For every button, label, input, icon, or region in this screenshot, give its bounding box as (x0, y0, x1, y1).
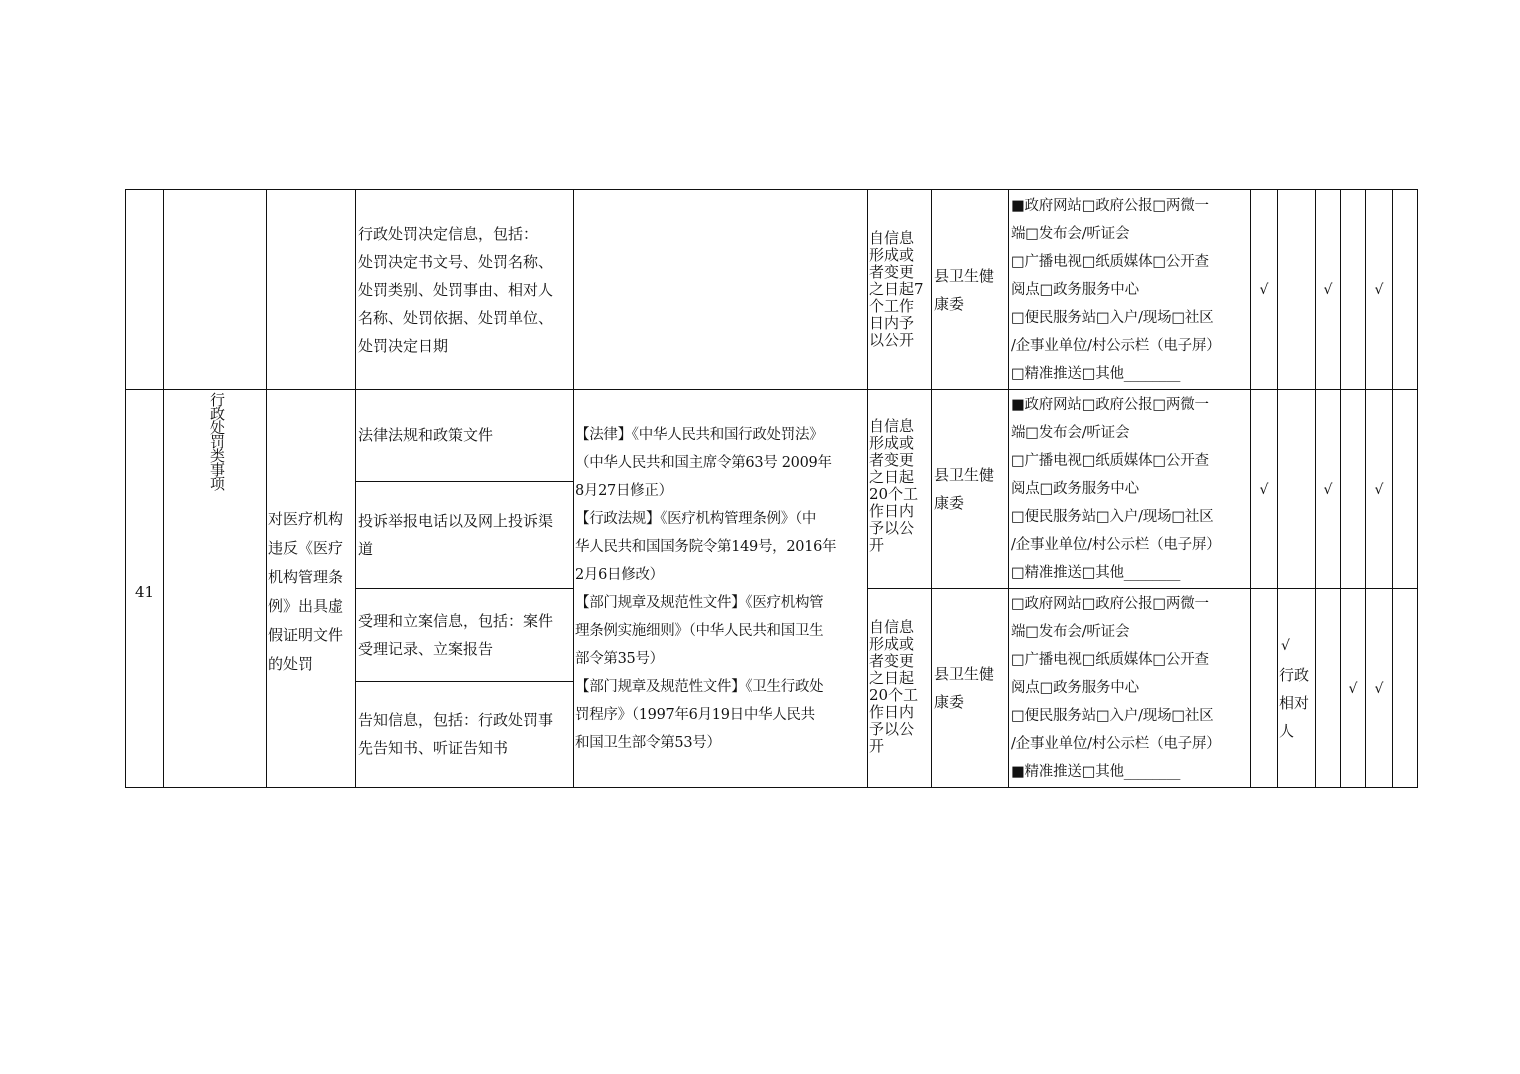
col-divider (931, 189, 932, 788)
text-line: □便民服务站□入户/现场□社区 (1011, 708, 1214, 724)
text-line: 端□发布会/听证会 (1011, 624, 1130, 640)
text-line: 人 (1279, 722, 1295, 740)
text-line: 20个工 (869, 485, 919, 503)
check-mark: √ (1323, 282, 1333, 298)
row1-content (358, 220, 572, 360)
text-line: 自信息 (869, 618, 915, 636)
row2-subject (934, 461, 1008, 517)
text-line: /企事业单位/村公示栏（电子屏） (1011, 537, 1221, 553)
row1-channels (1011, 192, 1251, 388)
text-line: 者变更 (869, 263, 915, 281)
text-line: 县卫生健 (934, 665, 995, 683)
text-line: 县卫生健 (934, 466, 995, 484)
text-line: ■政府网站□政府公报□两微一 (1011, 198, 1209, 214)
text-line: 县卫生健 (934, 267, 995, 285)
text-line: 作日内 (869, 502, 915, 520)
row2-content: 法律法规和政策文件 (358, 426, 494, 444)
category-label: 行政处罚类事项 (208, 392, 226, 490)
row2-content-b (358, 507, 572, 563)
text-line: 先告知书、听证告知书 (358, 739, 509, 757)
item-name: 对医疗机构违反《医疗机构管理条例》出具虚假证明文件的处罚 (268, 510, 344, 673)
text-line: 【部门规章及规范性文件】《卫生行政处 (575, 679, 824, 695)
text-line: 形成或 (869, 635, 915, 653)
text-line: 自信息 (869, 229, 915, 247)
text-line: 端□发布会/听证会 (1011, 226, 1130, 242)
legal-basis (575, 421, 867, 757)
text-line: 开 (869, 536, 885, 554)
text-line: 自信息 (869, 417, 915, 435)
text-line: 罚程序》（1997年6月19日中华人民共 (575, 707, 815, 723)
check-mark: √ (1259, 282, 1269, 298)
text-line: /企事业单位/村公示栏（电子屏） (1011, 736, 1221, 752)
text-line: （中华人民共和国主席令第63号 2009年 (575, 455, 832, 471)
text-line: 部令第35号） (575, 651, 664, 667)
row-divider (867, 588, 1418, 589)
text-line: □政府网站□政府公报□两微一 (1011, 596, 1209, 612)
row2-channels (1011, 391, 1251, 587)
text-line: 阅点□政务服务中心 (1011, 282, 1139, 298)
text-line: 者变更 (869, 451, 915, 469)
text-line: 康委 (934, 494, 965, 512)
text-line: 个工作 (869, 297, 915, 315)
check-mark: √ (1281, 638, 1290, 654)
col-divider (867, 189, 868, 788)
text-line: 作日内 (869, 703, 915, 721)
text-line: 道 (358, 540, 374, 558)
text-line: □广播电视□纸质媒体□公开查 (1011, 254, 1209, 270)
text-line: 20个工 (869, 686, 919, 704)
table-border-bottom (125, 787, 1418, 788)
col-divider (266, 189, 267, 788)
row3-channels (1011, 590, 1251, 786)
text-line: /企事业单位/村公示栏（电子屏） (1011, 338, 1221, 354)
scope-text (1279, 661, 1315, 745)
row3-content-b (358, 706, 572, 762)
text-line: 开 (869, 737, 885, 755)
check-mark: √ (1374, 282, 1384, 298)
text-line: 阅点□政务服务中心 (1011, 481, 1139, 497)
row-number: 41 (134, 583, 155, 601)
row3-subject (934, 660, 1008, 716)
text-line: 康委 (934, 295, 965, 313)
text-line: 投诉举报电话以及网上投诉渠 (358, 512, 554, 530)
text-line: □精准推送□其他________ (1011, 366, 1181, 382)
text-line: ■政府网站□政府公报□两微一 (1011, 397, 1209, 413)
text-line: 行政处罚决定信息，包括： (358, 225, 539, 243)
text-line: 【行政法规】《医疗机构管理条例》（中 (575, 511, 817, 527)
text-line: 以公开 (869, 331, 915, 349)
text-line: □精准推送□其他________ (1011, 565, 1181, 581)
check-mark: √ (1348, 681, 1358, 697)
check-mark: √ (1323, 482, 1333, 498)
check-mark: √ (1374, 482, 1384, 498)
row-divider (355, 681, 574, 682)
row1-time-limit (869, 230, 931, 349)
row3-time-limit (869, 619, 931, 755)
row-divider (125, 389, 1418, 390)
col-divider (163, 189, 164, 788)
col-divider (355, 189, 356, 788)
text-line: 理条例实施细则》（中华人民共和国卫生 (575, 623, 824, 639)
col-divider (1392, 189, 1393, 788)
text-line: 之日起 (869, 669, 915, 687)
text-line: 和国卫生部令第53号） (575, 735, 721, 751)
table-border-top (125, 189, 1418, 190)
text-line: 受理记录、立案报告 (358, 640, 494, 658)
text-line: 之日起7 (869, 280, 924, 298)
text-line: □便民服务站□入户/现场□社区 (1011, 509, 1214, 525)
text-line: 之日起 (869, 468, 915, 486)
row2-time-limit (869, 418, 931, 554)
text-line: 名称、处罚依据、处罚单位、 (358, 309, 554, 327)
row-divider (355, 588, 574, 589)
text-line: 形成或 (869, 246, 915, 264)
check-mark: √ (1259, 482, 1269, 498)
col-divider (1277, 189, 1278, 788)
text-line: 形成或 (869, 434, 915, 452)
text-line: □便民服务站□入户/现场□社区 (1011, 310, 1214, 326)
text-line: 处罚类别、处罚事由、相对人 (358, 281, 554, 299)
text-line: 者变更 (869, 652, 915, 670)
table-border-right (1417, 189, 1418, 788)
text-line: 2月6日修改） (575, 567, 664, 583)
text-line: 告知信息，包括：行政处罚事 (358, 711, 554, 729)
row1-subject (934, 262, 1008, 318)
text-line: 【部门规章及规范性文件】《医疗机构管 (575, 595, 824, 611)
text-line: ■精准推送□其他________ (1011, 764, 1181, 780)
check-mark: √ (1374, 681, 1384, 697)
row-divider (355, 481, 574, 482)
row3-content (358, 607, 572, 663)
text-line: 康委 (934, 693, 965, 711)
text-line: 相对 (1279, 694, 1310, 712)
text-line: 端□发布会/听证会 (1011, 425, 1130, 441)
text-line: 处罚决定书文号、处罚名称、 (358, 253, 554, 271)
text-line: □广播电视□纸质媒体□公开查 (1011, 453, 1209, 469)
text-line: 日内予 (869, 314, 915, 332)
text-line: 予以公 (869, 519, 915, 537)
text-line: 【法律】《中华人民共和国行政处罚法》 (575, 427, 824, 443)
text-line: 受理和立案信息，包括：案件 (358, 612, 554, 630)
text-line: 予以公 (869, 720, 915, 738)
text-line: 华人民共和国国务院令第149号，2016年 (575, 539, 837, 555)
col-divider (1008, 189, 1009, 788)
text-line: □广播电视□纸质媒体□公开查 (1011, 652, 1209, 668)
text-line: 处罚决定日期 (358, 337, 449, 355)
col-divider (125, 189, 126, 788)
text-line: 行政 (1279, 666, 1310, 684)
text-line: 8月27日修正） (575, 483, 673, 499)
col-divider (573, 189, 574, 788)
text-line: 阅点□政务服务中心 (1011, 680, 1139, 696)
